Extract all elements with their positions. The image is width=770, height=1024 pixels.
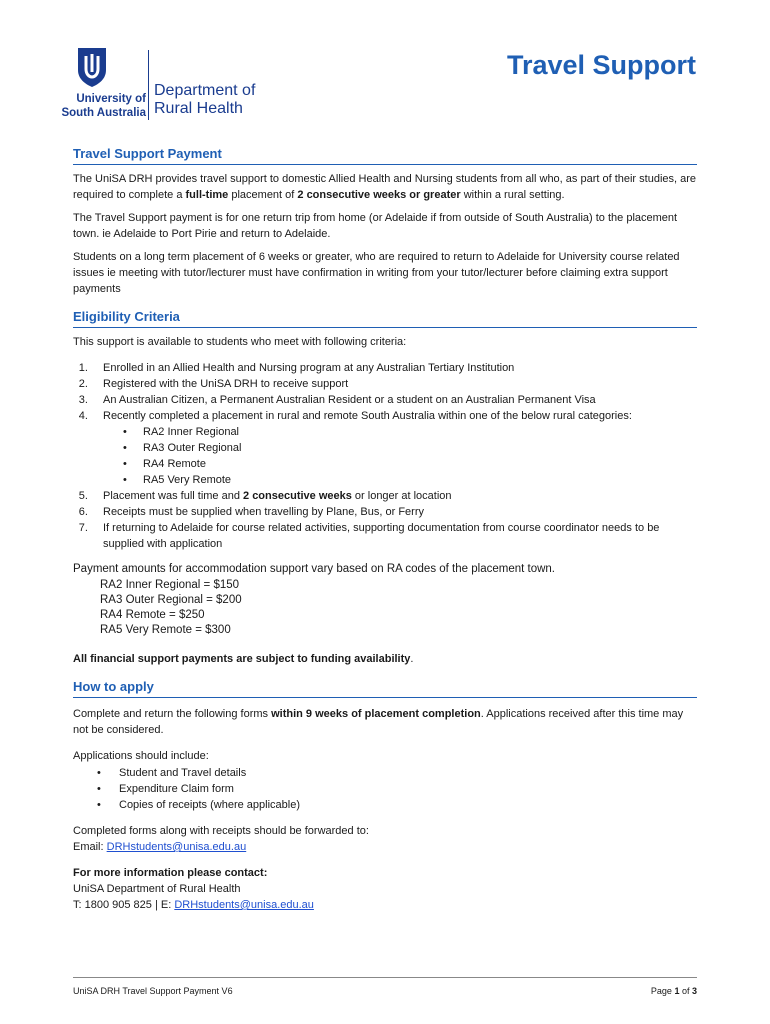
paragraph: Applications should include:: [73, 750, 209, 762]
unisa-drh-logo: [46, 46, 286, 124]
contact-phone: T: 1800 905 825 | E:: [73, 899, 175, 911]
section-travel-support-payment: [73, 146, 697, 297]
email-label: Email:: [73, 841, 107, 853]
forward-instructions: [73, 823, 697, 855]
department-line-2: Rural Health: [154, 100, 243, 117]
list-item: • RA5 Very Remote: [123, 472, 697, 488]
paragraph: [73, 706, 697, 738]
list-item: • Copies of receipts (where applicable): [73, 797, 697, 813]
text: within a rural setting.: [460, 189, 565, 201]
bold-text: 1: [674, 986, 680, 996]
text: or longer at location: [351, 490, 452, 502]
unisa-shield-icon: [76, 46, 108, 88]
paragraph: [73, 171, 697, 203]
section-eligibility-criteria: [73, 309, 697, 667]
application-requirements-list: [73, 765, 697, 813]
text: The UniSA DRH provides travel support to domestic Allied Health and Nursing students from all who, as part of their studies, are required to complete a: [73, 173, 697, 201]
bold-text: 2 consecutive weeks or greater: [297, 189, 461, 201]
text: .: [410, 653, 414, 665]
list-item: • Student and Travel details: [73, 765, 697, 781]
contact-organisation: UniSA Department of Rural Health: [73, 883, 241, 895]
footer-page-number: [651, 986, 697, 996]
list-item: 3. An Australian Citizen, a Permanent Australian Resident or a student on an Australian Permanent Visa: [91, 392, 697, 408]
department-name: [154, 82, 255, 118]
section-heading: Travel Support Payment: [73, 146, 697, 165]
text: Placement was full time and: [103, 490, 244, 502]
paragraph: This support is available to students who meet with following criteria:: [73, 336, 407, 348]
amount-line: RA3 Outer Regional = $200: [100, 594, 242, 606]
list-item: • RA3 Outer Regional: [123, 440, 697, 456]
contact-email-link[interactable]: DRHstudents@unisa.edu.au: [174, 899, 314, 911]
amount-line: RA5 Very Remote = $300: [100, 624, 231, 636]
category-list: [123, 424, 697, 488]
bold-text: 3: [691, 986, 697, 996]
university-name: [46, 92, 146, 120]
text: Complete and return the following forms: [73, 708, 272, 720]
text: Page: [650, 986, 675, 996]
bold-text: All financial support payments are subject to funding availability: [73, 653, 411, 665]
list-item-text: Recently completed a placement in rural and remote South Australia within one of the below rural categories:: [103, 410, 632, 422]
section-how-to-apply: [73, 679, 697, 913]
list-item: • Expenditure Claim form: [73, 781, 697, 797]
university-line-1: University of: [76, 93, 146, 105]
list-item: • RA4 Remote: [123, 456, 697, 472]
bold-text: 2 consecutive weeks: [243, 490, 352, 502]
bold-text: full-time: [185, 189, 229, 201]
page-footer: [73, 977, 697, 996]
list-item: 7. If returning to Adelaide for course related activities, supporting documentation from course coordinator needs to be supplied with application: [91, 520, 697, 552]
logo-divider: [148, 50, 149, 120]
university-line-2: South Australia: [61, 107, 146, 119]
contact-heading: For more information please contact:: [73, 867, 268, 879]
amount-line: RA4 Remote = $250: [100, 609, 205, 621]
funding-note: [73, 651, 697, 667]
page-title: Travel Support: [506, 50, 696, 80]
contact-block: [73, 865, 697, 913]
list-item: [91, 408, 697, 488]
list-item: 6. Receipts must be supplied when travelling by Plane, Bus, or Ferry: [91, 504, 697, 520]
payment-amounts: [73, 562, 697, 638]
text: . Applications received after this time may not be considered.: [73, 708, 684, 736]
list-item: • RA2 Inner Regional: [123, 424, 697, 440]
section-heading: How to apply: [73, 679, 697, 698]
department-line-1: Department of: [154, 82, 256, 99]
footer-document-name: UniSA DRH Travel Support Payment V6: [73, 986, 233, 996]
list-item: 2. Registered with the UniSA DRH to receive support: [91, 376, 697, 392]
paragraph: The Travel Support payment is for one return trip from home (or Adelaide if from outside of South Australia) to the placement town. ie Adelaide to Port Pirie and return to Adelaide.: [73, 212, 678, 240]
text: placement of: [228, 189, 298, 201]
text: Completed forms along with receipts should be forwarded to:: [73, 825, 369, 837]
bold-text: within 9 weeks of placement completion: [271, 708, 481, 720]
paragraph: Students on a long term placement of 6 weeks or greater, who are required to return to Adelaide for University course related issues ie meeting with tutor/lecturer must have confirmation in writing from your tutor/lecturer before claiming extra support payments: [73, 251, 680, 295]
list-item: 1. Enrolled in an Allied Health and Nursing program at any Australian Tertiary Institution: [91, 360, 697, 376]
section-heading: Eligibility Criteria: [73, 309, 697, 328]
document-body: [73, 146, 697, 925]
text: of: [679, 986, 692, 996]
amounts-intro: Payment amounts for accommodation support vary based on RA codes of the placement town.: [73, 563, 555, 575]
list-item: [91, 488, 697, 504]
email-link[interactable]: DRHstudents@unisa.edu.au: [106, 841, 247, 853]
amount-line: RA2 Inner Regional = $150: [100, 579, 240, 591]
criteria-list: [91, 360, 697, 552]
